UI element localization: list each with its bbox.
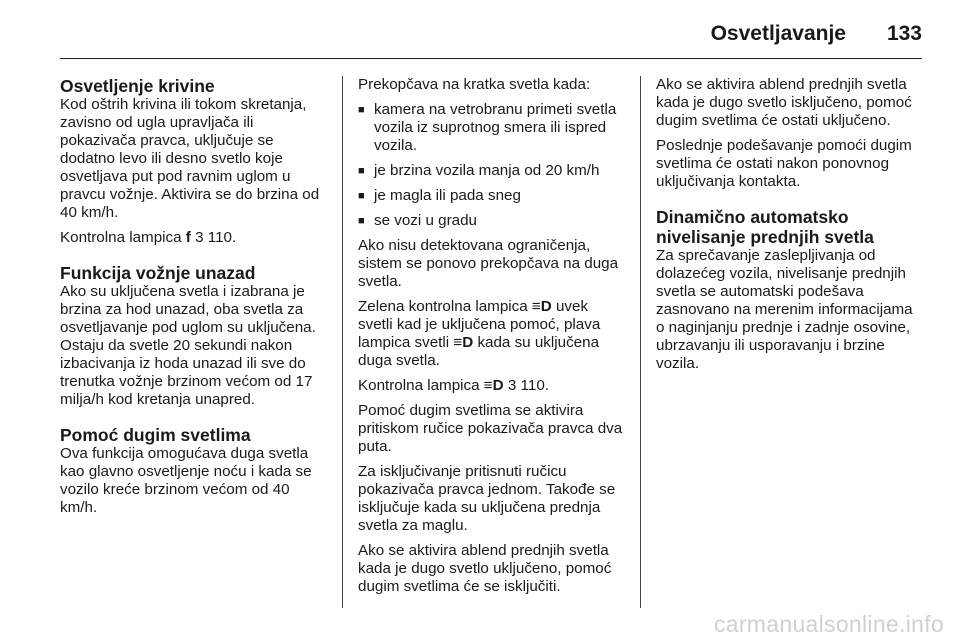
paragraph: Prekopčava na kratka svetla kada: [358,76,591,93]
column-divider-1 [342,76,343,608]
high-beam-assist-icon: ≡D [531,298,552,315]
paragraph: Poslednje podešavanje pomoći dugim svetlima će ostati nakon ponovnog uključivanja kontakta. [656,137,912,190]
page-reference-arrow-icon: 3 [195,229,204,246]
page-reference-arrow-icon: 3 [507,377,517,394]
paragraph [358,298,626,370]
cornering-light-icon: f [185,229,191,246]
paragraph: Ako nisu detektovana ograničenja, sistem se ponovo prekopčava na duga svetla. [358,237,619,290]
paragraph: Za isključivanje pritisnuti ručicu pokazivača pravca jednom. Takođe se isključuje kada su uključena prednja svetla za maglu. [358,463,616,534]
section-cornering-light [60,76,328,247]
section-high-beam-assist [60,425,328,517]
control-lamp-reference [60,229,328,247]
column-2 [358,76,626,603]
control-lamp-reference [358,377,626,395]
section-reverse-function [60,263,328,409]
paragraph: Pomoć dugim svetlima se aktivira pritiskom ručice pokazivača pravca dva puta. [358,402,623,455]
page-reference: 110. [516,377,549,394]
text: kada su uključena duga svetla. [358,334,600,369]
paragraph: Za sprečavanje zaslepljivanja od dolazećeg vozila, nivelisanje prednjih svetla se automatski podešava zasnovano na merenim informacijama o naginjanju prednje i zadnje osovine, ubrzavanju ili usporavanju i brzine vozila. [656,247,913,372]
column-1 [60,76,328,533]
column-3 [656,76,924,380]
section-title: Funkcija vožnje unazad [60,263,256,283]
section-title: Osvetljenje krivine [60,76,215,96]
section-title: Dinamično automatsko nivelisanje prednjih svetla [656,207,874,247]
list-item: ■ je magla ili pada sneg [358,187,626,205]
paragraph: Ova funkcija omogućava duga svetla kao glavno osvetljenje noću i kada se vozilo kreće brzinom većom od 40 km/h. [60,445,312,516]
chapter-title: Osvetljavanje [710,22,846,45]
watermark: carmanualsonline.info [713,611,944,637]
column-divider-2 [640,76,641,608]
text: Kontrolna lampica [60,229,186,246]
paragraph: Kod oštrih krivina ili tokom skretanja, zavisno od ugla upravljača ili pokazivača pravca, uključuje se dodatno levo ili desno svetlo koje osvetljava put pod ravnim uglom u pravcu vožnje. Aktivira se do brzina od 40 km/h. [60,96,320,221]
page-reference: 110. [203,229,237,246]
list-item: ■ kamera na vetrobranu primeti svetla vozila iz suprotnog smera ili ispred vozila. [358,101,626,155]
text: Kontrolna lampica [358,377,484,394]
bullet-list [358,101,626,230]
page-number: 133 [886,22,922,45]
paragraph: Ako se aktivira ablend prednjih svetla kada je dugo svetlo uključeno, pomoć dugim svetlima će se isključiti. [358,542,612,595]
paragraph: Ako su uključena svetla i izabrana je brzina za hod unazad, oba svetla za osvetljavanje pod uglom su uključena. Ostaju da svetle 20 sekundi nakon izbacivanja iz hoda unazad ili sve do trenutka vožnje brzinom većom od 17 milja/h kod kretanja unapred. [60,283,316,408]
text: uvek svetli kad je uključena pomoć, plava lampica svetli [358,298,601,351]
list-item: ■ je brzina vozila manja od 20 km/h [358,162,626,180]
section-title: Pomoć dugim svetlima [60,425,251,445]
high-beam-icon: ≡D [453,334,474,351]
paragraph: Ako se aktivira ablend prednjih svetla kada je dugo svetlo isključeno, pomoć dugim svetlima će ostati uključeno. [656,76,912,129]
page-header [60,12,922,59]
text: Zelena kontrolna lampica [358,298,532,315]
high-beam-assist-icon: ≡D [483,377,504,394]
list-item: ■ se vozi u gradu [358,212,626,230]
